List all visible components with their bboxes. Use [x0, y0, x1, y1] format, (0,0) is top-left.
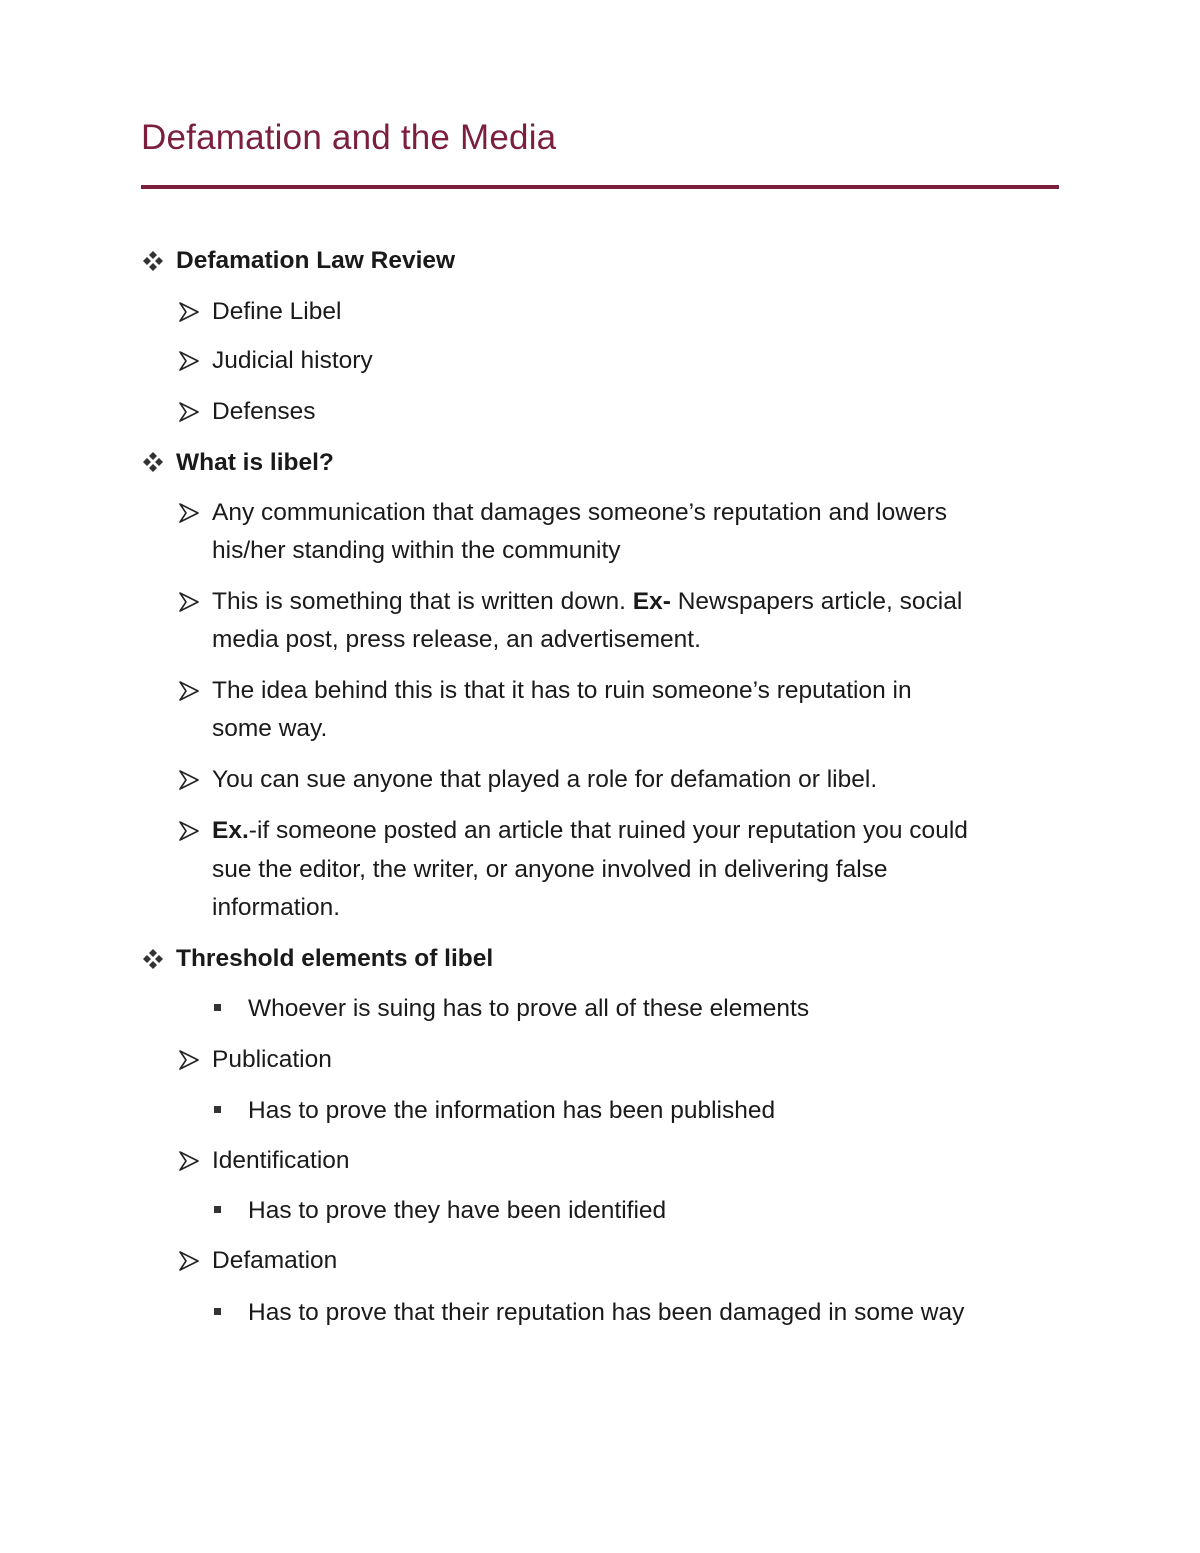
square-icon	[214, 1206, 221, 1213]
arrowhead-icon	[178, 680, 200, 702]
arrowhead-icon	[178, 350, 200, 372]
list-item-line: some way.	[212, 715, 328, 742]
list-item-line: media post, press release, an advertisement.	[212, 626, 701, 653]
list-item-line	[212, 812, 968, 850]
element-name: Publication	[212, 1046, 332, 1073]
arrowhead-icon	[178, 769, 200, 791]
section-heading: Defamation Law Review	[176, 247, 456, 274]
arrowhead-icon	[178, 820, 200, 842]
diamond-cluster-icon	[141, 450, 165, 474]
sub-list-item: Whoever is suing has to prove all of these elements	[248, 995, 810, 1022]
square-icon	[214, 1106, 221, 1113]
text-run: Newspapers article, social	[670, 588, 963, 615]
arrowhead-icon	[178, 301, 200, 323]
diamond-cluster-icon	[141, 947, 165, 971]
list-item-line	[212, 583, 962, 621]
section-heading: Threshold elements of libel	[176, 945, 494, 972]
list-item: Define Libel	[212, 298, 342, 325]
list-item-line: his/her standing within the community	[212, 537, 621, 564]
title-divider	[141, 185, 1059, 189]
square-icon	[214, 1004, 221, 1011]
list-item-line: The idea behind this is that it has to ruin someone’s reputation in	[212, 677, 912, 704]
section-heading: What is libel?	[176, 449, 334, 476]
list-item: Judicial history	[212, 347, 373, 374]
sub-list-item: Has to prove that their reputation has been damaged in some way	[248, 1299, 965, 1326]
text-run: -if someone posted an article that ruined your reputation you could	[248, 817, 968, 844]
text-run: This is something that is written down.	[212, 588, 633, 615]
list-item: Defenses	[212, 398, 316, 425]
list-item-line: Any communication that damages someone’s reputation and lowers	[212, 499, 947, 526]
example-label: Ex-	[632, 588, 671, 615]
element-name: Defamation	[212, 1247, 338, 1274]
sub-list-item: Has to prove they have been identified	[248, 1197, 667, 1224]
example-label: Ex.	[212, 817, 249, 844]
arrowhead-icon	[178, 1250, 200, 1272]
arrowhead-icon	[178, 591, 200, 613]
list-item-line: You can sue anyone that played a role for defamation or libel.	[212, 766, 878, 793]
arrowhead-icon	[178, 502, 200, 524]
square-icon	[214, 1308, 221, 1315]
arrowhead-icon	[178, 401, 200, 423]
sub-list-item: Has to prove the information has been published	[248, 1097, 776, 1124]
list-item-line: information.	[212, 894, 341, 921]
list-item-line: sue the editor, the writer, or anyone involved in delivering false	[212, 856, 888, 883]
diamond-cluster-icon	[141, 249, 165, 273]
element-name: Identification	[212, 1147, 350, 1174]
document-title: Defamation and the Media	[141, 118, 557, 157]
arrowhead-icon	[178, 1049, 200, 1071]
arrowhead-icon	[178, 1150, 200, 1172]
